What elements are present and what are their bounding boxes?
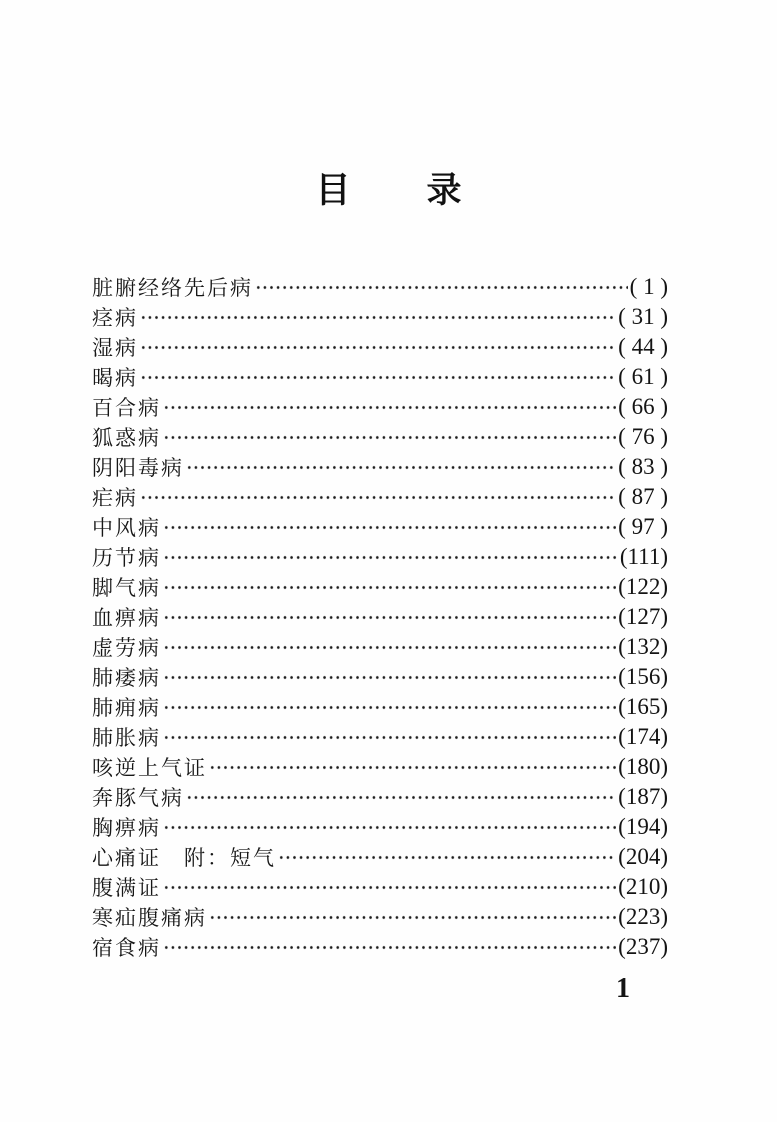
dotted-leader bbox=[140, 362, 616, 392]
page-title-char-first: 目 bbox=[315, 171, 351, 210]
toc-entry-title: 肺痈病 bbox=[92, 696, 161, 720]
toc-entry bbox=[92, 782, 668, 812]
toc-entry-page: (180) bbox=[618, 754, 668, 779]
toc-entry-title: 心痛证 附：短气 bbox=[92, 846, 276, 870]
toc-entry bbox=[92, 692, 668, 722]
toc-entry bbox=[92, 752, 668, 782]
toc-entry bbox=[92, 602, 668, 632]
toc-entry-title: 脚气病 bbox=[92, 576, 161, 600]
toc-entry-page: (174) bbox=[618, 724, 668, 749]
toc-entry-page: (210) bbox=[618, 874, 668, 899]
toc-entry bbox=[92, 812, 668, 842]
toc-entry-page: ( 61 ) bbox=[618, 364, 668, 389]
toc-entry bbox=[92, 302, 668, 332]
toc-entry-page: (194) bbox=[618, 814, 668, 839]
toc-entry bbox=[92, 932, 668, 962]
toc-entry-title: 疟病 bbox=[92, 486, 138, 510]
toc-entry-title: 咳逆上气证 bbox=[92, 756, 207, 780]
toc-entry-title: 脏腑经络先后病 bbox=[92, 276, 253, 300]
toc-entry-title: 阴阳毒病 bbox=[92, 456, 184, 480]
toc-entry-page: (223) bbox=[618, 904, 668, 929]
toc-entry-title: 腹满证 bbox=[92, 876, 161, 900]
folio-page-number: 1 bbox=[616, 973, 630, 1004]
page-title bbox=[0, 170, 777, 212]
toc-entry bbox=[92, 422, 668, 452]
dotted-leader bbox=[163, 422, 616, 452]
dotted-leader bbox=[163, 722, 616, 752]
toc-entry-page: ( 66 ) bbox=[618, 394, 668, 419]
page-title-char-second: 录 bbox=[426, 171, 462, 210]
toc-entry-title: 历节病 bbox=[92, 546, 161, 570]
toc-entry-title: 胸痹病 bbox=[92, 816, 161, 840]
dotted-leader bbox=[163, 692, 616, 722]
toc-entry-page: (237) bbox=[618, 934, 668, 959]
toc-entry-title: 湿病 bbox=[92, 336, 138, 360]
toc-entry-title: 中风病 bbox=[92, 516, 161, 540]
toc-entry-title: 虚劳病 bbox=[92, 636, 161, 660]
toc-entry-title: 狐惑病 bbox=[92, 426, 161, 450]
dotted-leader bbox=[186, 782, 616, 812]
dotted-leader bbox=[163, 872, 616, 902]
table-of-contents bbox=[92, 272, 668, 962]
toc-entry-page: ( 87 ) bbox=[618, 484, 668, 509]
dotted-leader bbox=[163, 542, 618, 572]
toc-entry-title: 奔豚气病 bbox=[92, 786, 184, 810]
dotted-leader bbox=[255, 272, 628, 302]
toc-entry bbox=[92, 902, 668, 932]
toc-entry-page: ( 76 ) bbox=[618, 424, 668, 449]
dotted-leader bbox=[186, 452, 616, 482]
toc-entry-page: (156) bbox=[618, 664, 668, 689]
toc-entry-page: ( 1 ) bbox=[629, 274, 668, 299]
toc-entry-page: (204) bbox=[618, 844, 668, 869]
toc-entry-page: (122) bbox=[618, 574, 668, 599]
toc-entry bbox=[92, 452, 668, 482]
toc-entry-title: 暍病 bbox=[92, 366, 138, 390]
toc-entry-title: 肺胀病 bbox=[92, 726, 161, 750]
toc-entry-page: ( 83 ) bbox=[618, 454, 668, 479]
toc-entry bbox=[92, 362, 668, 392]
toc-entry bbox=[92, 842, 668, 872]
toc-entry-page: (187) bbox=[618, 784, 668, 809]
toc-entry-page: ( 97 ) bbox=[618, 514, 668, 539]
toc-entry-page: (127) bbox=[618, 604, 668, 629]
toc-entry-page: (132) bbox=[618, 634, 668, 659]
toc-entry bbox=[92, 512, 668, 542]
toc-entry bbox=[92, 542, 668, 572]
dotted-leader bbox=[163, 602, 616, 632]
toc-entry bbox=[92, 722, 668, 752]
dotted-leader bbox=[140, 332, 616, 362]
toc-entry bbox=[92, 332, 668, 362]
dotted-leader bbox=[140, 302, 616, 332]
toc-entry-title: 寒疝腹痛病 bbox=[92, 906, 207, 930]
toc-entry-title: 痉病 bbox=[92, 306, 138, 330]
toc-entry-page: ( 44 ) bbox=[618, 334, 668, 359]
toc-entry-title: 百合病 bbox=[92, 396, 161, 420]
toc-entry-title: 血痹病 bbox=[92, 606, 161, 630]
toc-entry bbox=[92, 572, 668, 602]
toc-entry bbox=[92, 392, 668, 422]
dotted-leader bbox=[163, 392, 616, 422]
toc-entry-page: (111) bbox=[619, 544, 668, 569]
toc-entry-title: 肺痿病 bbox=[92, 666, 161, 690]
dotted-leader bbox=[163, 512, 616, 542]
dotted-leader bbox=[163, 662, 616, 692]
dotted-leader bbox=[209, 902, 616, 932]
dotted-leader bbox=[163, 932, 616, 962]
toc-entry bbox=[92, 872, 668, 902]
dotted-leader bbox=[163, 572, 616, 602]
toc-entry-page: ( 31 ) bbox=[618, 304, 668, 329]
dotted-leader bbox=[163, 632, 616, 662]
dotted-leader bbox=[209, 752, 616, 782]
toc-entry bbox=[92, 272, 668, 302]
toc-entry bbox=[92, 632, 668, 662]
dotted-leader bbox=[163, 812, 616, 842]
toc-entry bbox=[92, 482, 668, 512]
toc-entry-page: (165) bbox=[618, 694, 668, 719]
toc-entry-title: 宿食病 bbox=[92, 936, 161, 960]
toc-entry bbox=[92, 662, 668, 692]
dotted-leader bbox=[278, 842, 616, 872]
dotted-leader bbox=[140, 482, 616, 512]
